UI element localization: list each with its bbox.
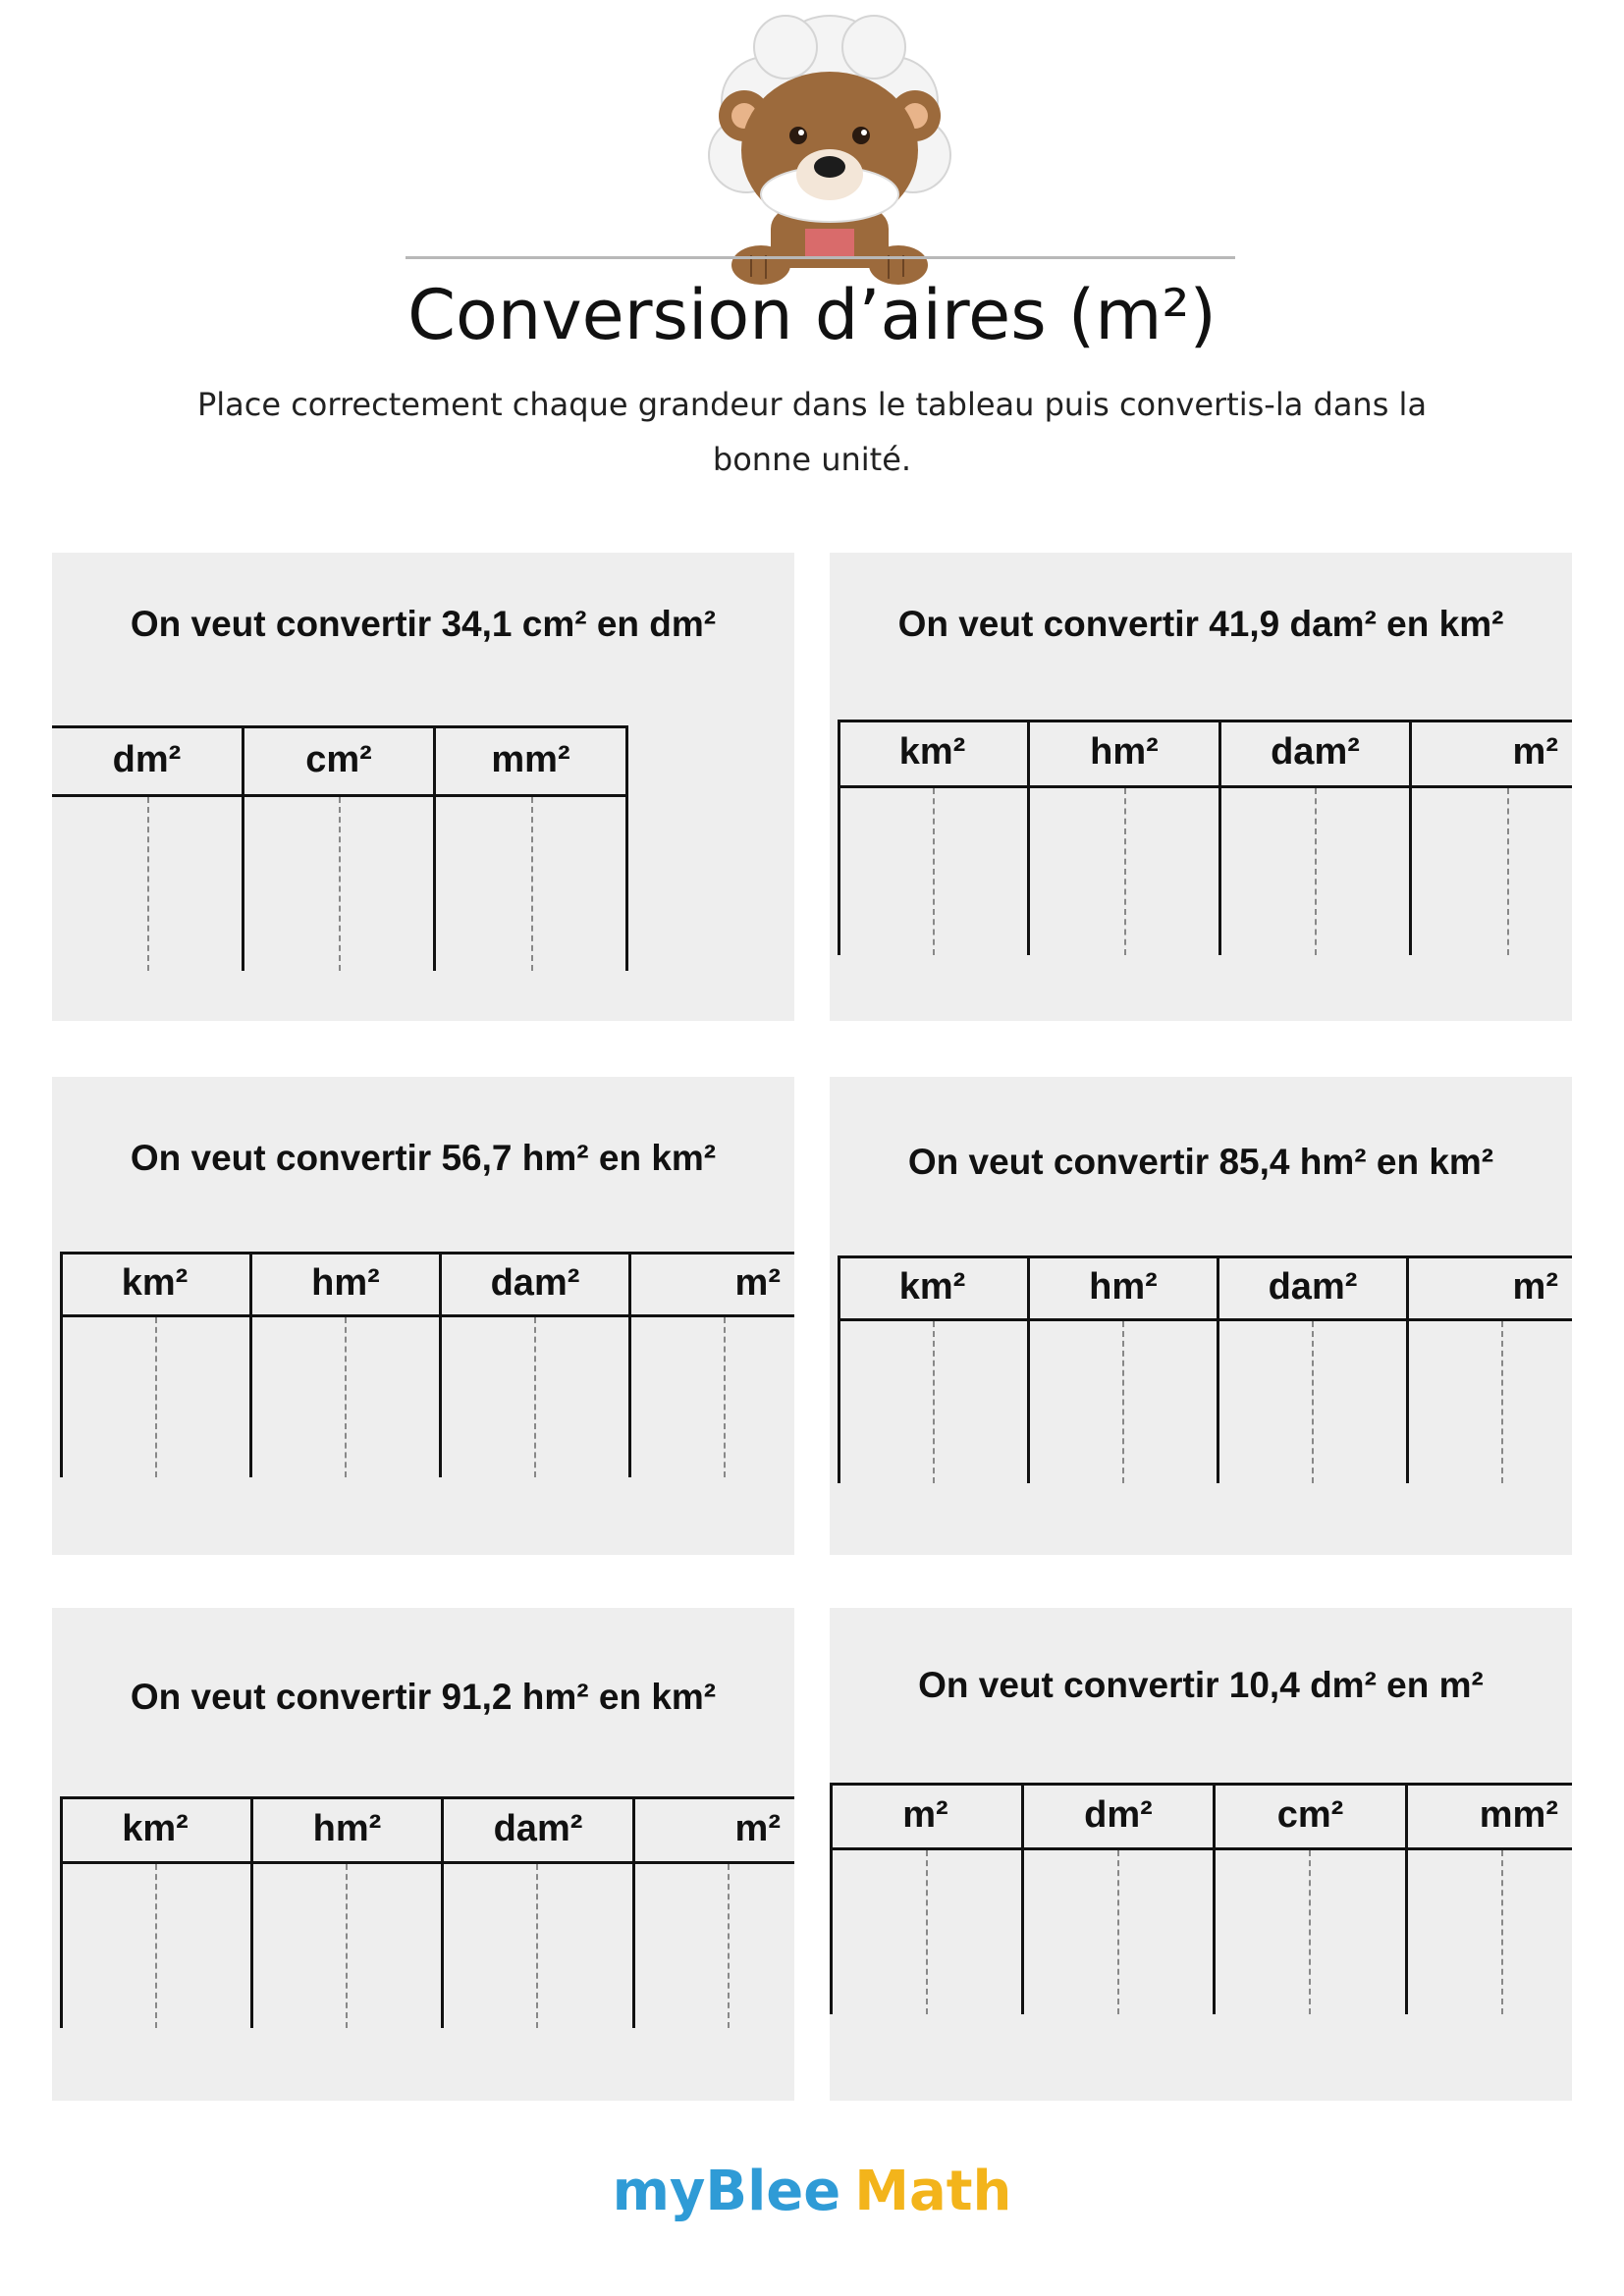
unit-header: m²: [734, 1808, 781, 1849]
unit-header: km²: [122, 1808, 189, 1849]
unit-header: hm²: [311, 1262, 380, 1304]
page-title: Conversion d’aires (m²): [407, 275, 1217, 355]
myblee-math-logo: myBlee Math: [612, 2160, 1012, 2223]
unit-header: hm²: [312, 1808, 382, 1849]
unit-header: dam²: [493, 1808, 583, 1849]
header-divider: [406, 256, 1235, 259]
exercise-question: On veut convertir 34,1 cm² en dm²: [130, 604, 717, 644]
unit-header: hm²: [1089, 1266, 1158, 1308]
exercise-question: On veut convertir 41,9 dam² en km²: [897, 604, 1504, 644]
unit-header: m²: [1512, 731, 1558, 773]
unit-header: mm²: [1479, 1794, 1558, 1836]
conversion-table: [52, 725, 628, 971]
unit-header: dam²: [1268, 1266, 1358, 1308]
exercise-question: On veut convertir 56,7 hm² en km²: [130, 1138, 717, 1178]
conversion-table: [60, 1252, 794, 1477]
exercise-question: On veut convertir 10,4 dm² en m²: [918, 1665, 1484, 1705]
unit-header: m²: [734, 1262, 781, 1304]
unit-header: mm²: [491, 739, 570, 780]
exercise-card-5: [52, 1608, 794, 2101]
exercise-question: On veut convertir 91,2 hm² en km²: [130, 1677, 717, 1717]
unit-header: cm²: [1276, 1794, 1344, 1836]
unit-header: km²: [898, 1266, 966, 1308]
unit-header: m²: [902, 1794, 948, 1836]
exercise-card-4: [830, 1077, 1572, 1555]
exercise-card-6: [830, 1608, 1572, 2101]
instructions-text: Place correctement chaque grandeur dans le tableau puis convertis-la dans la bonne unité.: [196, 386, 1428, 478]
unit-header: dm²: [112, 739, 182, 780]
unit-header: hm²: [1090, 731, 1159, 773]
exercise-card-3: [52, 1077, 794, 1555]
unit-header: km²: [898, 731, 966, 773]
unit-header: dm²: [1084, 1794, 1153, 1836]
unit-header: dam²: [1271, 731, 1360, 773]
conversion-table: [830, 1783, 1572, 2014]
unit-header: km²: [121, 1262, 189, 1304]
conversion-table: [60, 1796, 794, 2028]
conversion-table: [838, 720, 1572, 955]
unit-header: dam²: [490, 1262, 580, 1304]
conversion-table: [838, 1255, 1572, 1483]
exercise-card-2: [830, 553, 1572, 1021]
exercise-card-1: [52, 553, 794, 1021]
unit-header: m²: [1512, 1266, 1558, 1308]
unit-header: cm²: [305, 739, 372, 780]
exercise-question: On veut convertir 85,4 hm² en km²: [907, 1142, 1494, 1182]
bear-mascot-illustration: [668, 8, 992, 293]
